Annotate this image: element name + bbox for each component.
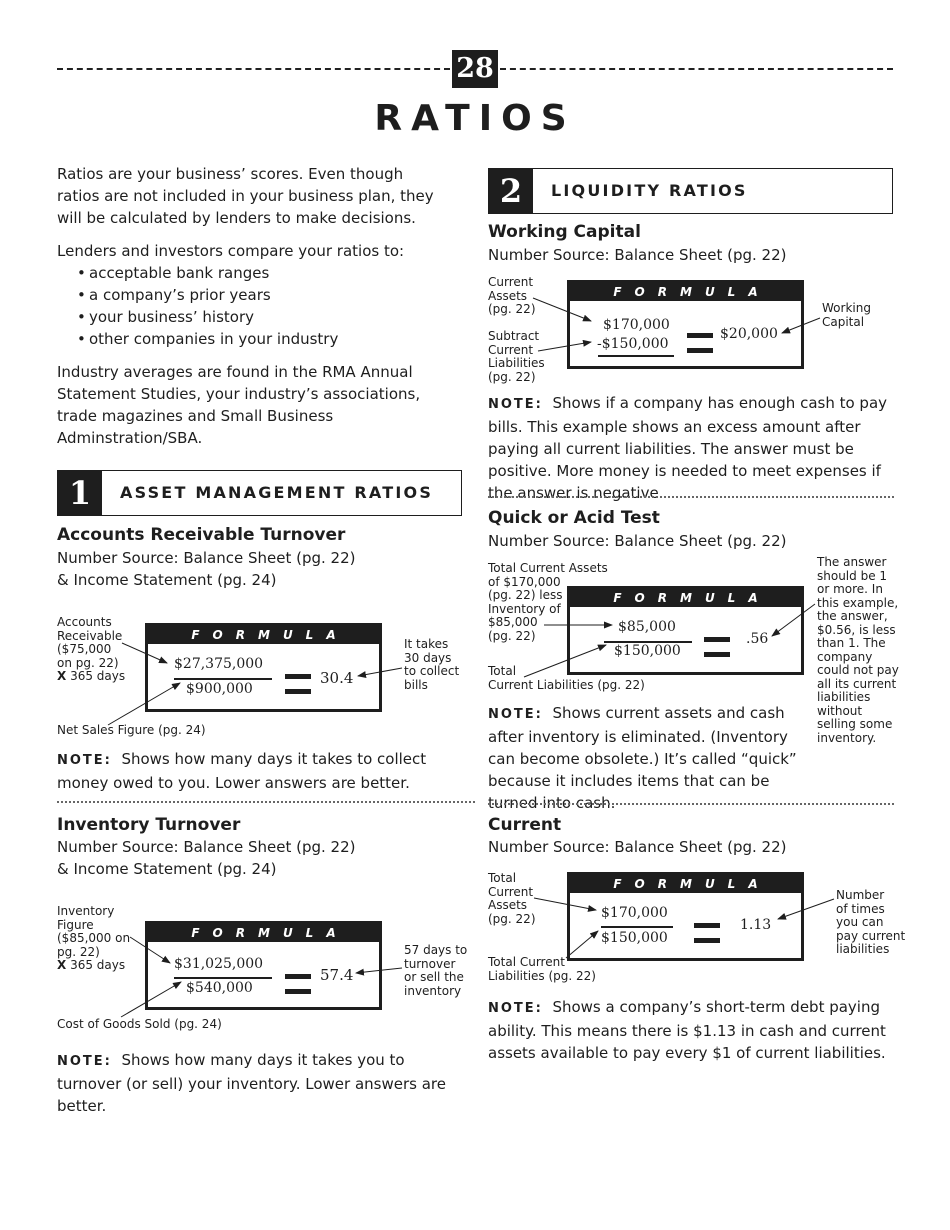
- wc-note: NOTE: Shows if a company has enough cash to pay bills. This example shows an excess amount after paying all current liabilities. The answer must be positive. More money is needed to meet expenses if the answer is negative.: [488, 394, 888, 502]
- current-note: NOTE: Shows a company’s short-term debt paying ability. This means there is $1.13 in cash and current assets available to pay every $1 of current liabilities.: [488, 998, 886, 1062]
- current-right-annotation: Number of times you can pay current liabilities: [836, 888, 906, 956]
- arrow: [533, 298, 591, 321]
- arrow: [122, 643, 167, 663]
- wc-source: Number Source: Balance Sheet (pg. 22): [488, 246, 787, 264]
- section-number: 2: [489, 169, 533, 213]
- formula-label: FORMULA: [148, 626, 379, 644]
- ar-right-annotation: It takes 30 days to collect bills: [404, 637, 460, 692]
- ar-source-line-1: Number Source: Balance Sheet (pg. 22): [57, 549, 356, 567]
- list-item: • acceptable bank ranges: [57, 262, 449, 284]
- quick-note: NOTE: Shows current assets and cash after inventory is eliminated. (Inventory can become obsolete.) It’s called “quick” because it includes items that can be turned into cash.: [488, 704, 797, 812]
- current-source: Number Source: Balance Sheet (pg. 22): [488, 838, 787, 856]
- arrow: [358, 668, 402, 676]
- formula-numerator: $170,000: [601, 905, 668, 921]
- intro-paragraph-1: Ratios are your business’ scores. Even though ratios are not included in your business plan, they will be calculated by lenders to make decisions.: [57, 165, 434, 227]
- list-item: • your business’ history: [57, 306, 449, 328]
- quick-source: Number Source: Balance Sheet (pg. 22): [488, 532, 787, 550]
- current-left-bottom-annotation: Total Current Liabilities (pg. 22): [488, 955, 596, 983]
- ar-source-line-2: & Income Statement (pg. 24): [57, 571, 277, 589]
- working-capital-heading: Working Capital: [488, 222, 641, 242]
- arrow: [538, 342, 591, 351]
- intro-paragraph-3: Industry averages are found in the RMA Annual Statement Studies, your industry’s associations, trade magazines and Small Business Adminstration/SBA.: [57, 363, 421, 447]
- formula-numerator: $170,000: [603, 317, 670, 333]
- arrow: [121, 982, 181, 1017]
- formula-label: FORMULA: [148, 924, 379, 942]
- arrow: [772, 604, 815, 636]
- formula-result: 1.13: [740, 917, 772, 933]
- formula-label: FORMULA: [570, 875, 801, 893]
- list-item: • a company’s prior years: [57, 284, 449, 306]
- arrow: [782, 318, 820, 333]
- wc-right-annotation: Working Capital: [822, 301, 871, 329]
- formula-denominator: $540,000: [186, 980, 253, 996]
- quick-left-bottom-annotation: Total Current Liabilities (pg. 22): [488, 664, 645, 692]
- formula-numerator: $31,025,000: [174, 956, 264, 972]
- inv-right-annotation: 57 days to turnover or sell the inventory: [404, 943, 468, 998]
- ar-bottom-annotation: Net Sales Figure (pg. 24): [57, 723, 206, 737]
- formula-denominator: $150,000: [601, 930, 668, 946]
- quick-left-top-annotation: Total Current Assets of $170,000 (pg. 22) less Inventory of $85,000 (pg. 22): [488, 561, 608, 643]
- current-ratio-heading: Current: [488, 815, 562, 835]
- intro-paragraph-2: Lenders and investors compare your ratios to:: [57, 242, 405, 260]
- inv-bottom-annotation: Cost of Goods Sold (pg. 24): [57, 1017, 222, 1031]
- formula-result: 30.4: [320, 669, 354, 687]
- page-title: RATIOS: [374, 98, 576, 139]
- formula-label: FORMULA: [570, 589, 801, 607]
- page-number: 28: [452, 50, 498, 88]
- inventory-turnover-heading: Inventory Turnover: [57, 815, 241, 835]
- current-left-top-annotation: Total Current Assets (pg. 22): [488, 871, 536, 926]
- section-title: LIQUIDITY RATIOS: [551, 181, 748, 200]
- inv-note: NOTE: Shows how many days it takes you to turnover (or sell) your inventory. Lower answers are better.: [57, 1051, 446, 1115]
- arrow: [778, 899, 834, 919]
- formula-label: FORMULA: [570, 283, 801, 301]
- inv-left-annotation: Inventory Figure ($85,000 on pg. 22) X 365 days: [57, 904, 131, 972]
- formula-numerator: $85,000: [618, 619, 676, 635]
- formula-denominator: -$150,000: [597, 336, 669, 352]
- quick-right-annotation: The answer should be 1 or more. In this example, the answer, $0.56, is less than 1. The company could not pay all its current liabilities without selling some inventory.: [817, 555, 899, 745]
- formula-denominator: $900,000: [186, 681, 253, 697]
- ar-turnover-heading: Accounts Receivable Turnover: [57, 525, 346, 545]
- list-item: • other companies in your industry: [57, 328, 449, 350]
- formula-denominator: $150,000: [614, 643, 681, 659]
- formula-numerator: $27,375,000: [174, 656, 264, 672]
- wc-left-top-annotation: Current Assets (pg. 22): [488, 275, 536, 316]
- arrow: [566, 931, 598, 958]
- formula-result: 57.4: [320, 966, 354, 984]
- section-number: 1: [58, 471, 102, 515]
- arrow: [524, 645, 606, 677]
- formula-result: $20,000: [720, 326, 778, 342]
- arrow: [534, 898, 596, 910]
- quick-test-heading: Quick or Acid Test: [488, 508, 660, 528]
- arrow: [130, 937, 170, 963]
- wc-left-bottom-annotation: Subtract Current Liabilities (pg. 22): [488, 329, 545, 384]
- inv-source-line-1: Number Source: Balance Sheet (pg. 22): [57, 838, 356, 856]
- formula-result: .56: [746, 631, 769, 647]
- ar-note: NOTE: Shows how many days it takes to collect money owed to you. Lower answers are better.: [57, 750, 427, 792]
- ar-left-annotation: Accounts Receivable ($75,000 on pg. 22) X 365 days: [57, 615, 126, 683]
- inv-source-line-2: & Income Statement (pg. 24): [57, 860, 277, 878]
- arrow: [356, 968, 402, 973]
- arrow: [108, 683, 180, 725]
- section-title: ASSET MANAGEMENT RATIOS: [120, 483, 434, 502]
